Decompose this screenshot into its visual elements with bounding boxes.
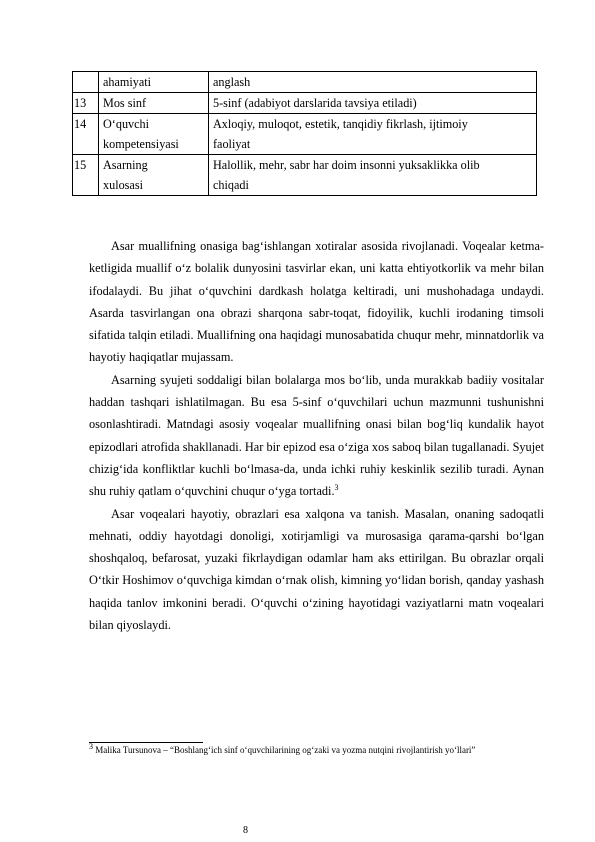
row-number — [73, 72, 99, 93]
row-number: 14 — [73, 114, 99, 155]
footnote-number: 3 — [89, 742, 93, 751]
body-text — [89, 235, 544, 636]
row-label: Asarning xulosasi — [99, 155, 209, 196]
table-row — [73, 93, 537, 114]
row-number: 13 — [73, 93, 99, 114]
footnote-ref[interactable]: 3 — [334, 483, 339, 493]
row-value: 5-sinf (adabiyot darslarida tavsiya etiladi) — [209, 93, 537, 114]
row-label: Mos sinf — [99, 93, 209, 114]
footnote-text: Malika Tursunova – “Boshlang‘ich sinf o‘quvchilarining og‘zaki va yozma nutqini rivojlantirish yo‘llari” — [93, 745, 476, 755]
footnote — [89, 742, 549, 756]
paragraph: Asar muallifning onasiga bag‘ishlangan xotiralar asosida rivojlanadi. Voqealar ketma-ketligida muallif o‘z bolalik dunyosini tasvirlar ekan, uni katta ehtiyotkorlik va mehr bilan ifodalaydi. Bu jihat o‘quvchini dardkash holatga keltiradi, uni mushohadaga undaydi. Asarda tasvirlangan ona obrazi sharqona sabr-toqat, fidoyilik, kuchli irodaning timsoli sifatida talqin etiladi. Muallifning ona haqidagi munosabatida chuqur mehr, minnatdorlik va hayotiy haqiqatlar mujassam. — [89, 239, 544, 365]
row-value: Axloqiy, muloqot, estetik, tanqidiy fikrlash, ijtimoiy faoliyat — [209, 114, 537, 155]
page-number: 8 — [243, 825, 248, 836]
info-table — [72, 71, 537, 196]
row-value: anglash — [209, 72, 537, 93]
row-value: Halollik, mehr, sabr har doim insonni yuksaklikka olib chiqadi — [209, 155, 537, 196]
table-row — [73, 114, 537, 155]
row-label: ahamiyati — [99, 72, 209, 93]
row-number: 15 — [73, 155, 99, 196]
table-row — [73, 72, 537, 93]
table-row — [73, 155, 537, 196]
paragraph: Asar voqealari hayotiy, obrazlari esa xalqona va tanish. Masalan, onaning sadoqatli mehnati, oddiy hayotdagi donoligi, xotirjamligi va murosasiga qarama-qarshi bo‘lgan shoshqaloq, befarosat, yuzaki fikrlaydigan odamlar ham aks ettirilgan. Bu obrazlar orqali O‘tkir Hoshimov o‘quvchiga kimdan o‘rnak olish, kimning yo‘lidan borish, qanday yashash haqida tanlov imkonini beradi. O‘quvchi o‘zining hayotidagi vaziyatlarni matn voqealari bilan qiyoslaydi. — [89, 506, 544, 633]
row-label: O‘quvchi kompetensiyasi — [99, 114, 209, 155]
footnote-divider — [89, 742, 203, 743]
paragraph: Asarning syujeti soddaligi bilan bolalarga mos bo‘lib, unda murakkab badiiy vositalar haddan tashqari ishlatilmagan. Bu esa 5-sinf o‘quvchilari uchun mazmunni tushunishni osonlashtiradi. Matndagi asosiy voqealar muallifning onasi bilan bog‘liq kundalik hayot epizodlari atrofida shakllanadi. Har bir epizod esa o‘ziga xos saboq bilan tugallanadi. Syujet chizig‘ida konfliktlar kuchli bo‘lmasa-da, unda ichki ruhiy keskinlik sezilib turadi. Aynan shu ruhiy qatlam o‘quvchini chuqur o‘yga tortadi.$^3$ — [89, 372, 544, 499]
